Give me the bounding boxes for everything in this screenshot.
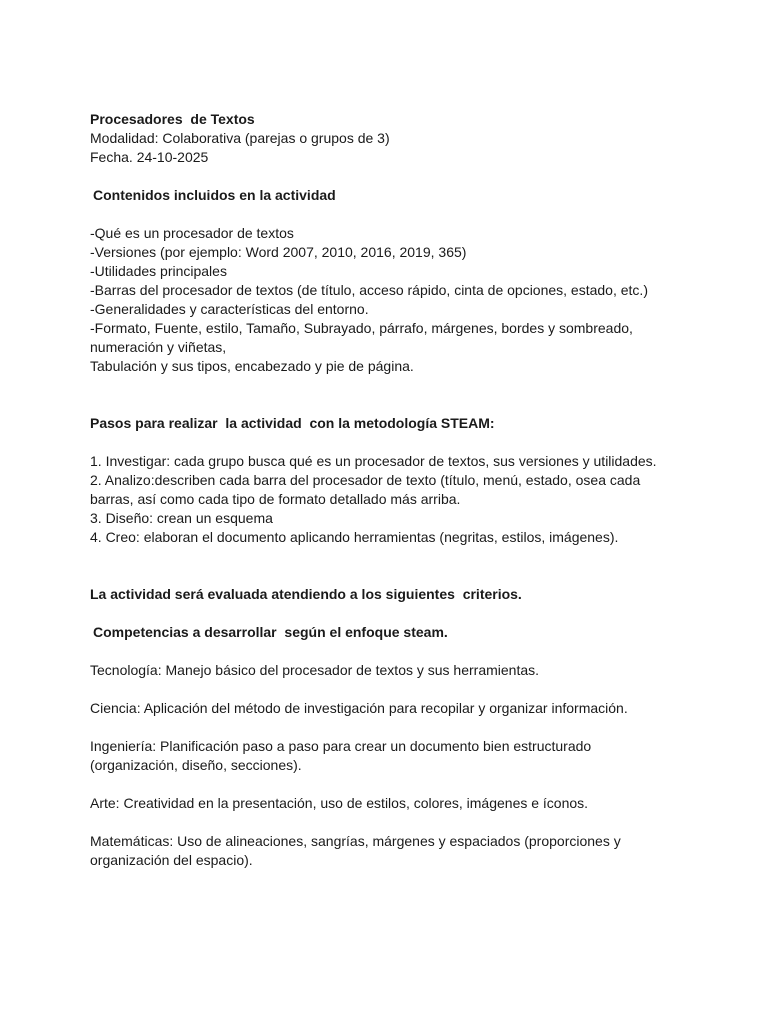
modalidad-line: Modalidad: Colaborativa (parejas o grupos de 3) [90, 130, 390, 146]
list-item: -Versiones (por ejemplo: Word 2007, 2010, 2016, 2019, 365) [90, 244, 467, 260]
competencia-tecnologia: Tecnología: Manejo básico del procesador de textos y sus herramientas. [90, 662, 540, 678]
list-item: -Generalidades y características del entorno. [90, 301, 369, 317]
list-item: -Utilidades principales [90, 263, 227, 279]
pasos-list [90, 452, 680, 547]
spacer [90, 642, 680, 661]
contenidos-heading: Contenidos incluidos en la actividad [93, 187, 336, 203]
spacer [90, 205, 680, 224]
spacer [90, 680, 680, 699]
spacer [90, 433, 680, 452]
list-item: -Formato, Fuente, estilo, Tamaño, Subrayado, párrafo, márgenes, bordes y sombreado, numeración y viñetas, [90, 320, 633, 355]
list-item: -Qué es un procesador de textos [90, 225, 294, 241]
list-item: 1. Investigar: cada grupo busca qué es un procesador de textos, sus versiones y utilidades. [90, 453, 657, 469]
spacer [90, 547, 680, 585]
spacer [90, 604, 680, 623]
competencia-ciencia: Ciencia: Aplicación del método de investigación para recopilar y organizar información. [90, 700, 628, 716]
list-item: -Barras del procesador de textos (de título, acceso rápido, cinta de opciones, estado, etc.) [90, 282, 648, 298]
competencia-matematicas: Matemáticas: Uso de alineaciones, sangrías, márgenes y espaciados (proporciones y organización del espacio). [90, 833, 621, 868]
spacer [90, 376, 680, 414]
spacer [90, 813, 680, 832]
list-item: 3. Diseño: crean un esquema [90, 510, 273, 526]
list-item: 4. Creo: elaboran el documento aplicando herramientas (negritas, estilos, imágenes). [90, 529, 619, 545]
contenidos-list [90, 224, 680, 376]
document-body [90, 110, 680, 870]
spacer [90, 775, 680, 794]
competencia-ingenieria: Ingeniería: Planificación paso a paso para crear un documento bien estructurado (organización, diseño, secciones). [90, 738, 592, 773]
spacer [90, 718, 680, 737]
competencias-heading: Competencias a desarrollar según el enfoque steam. [93, 624, 448, 640]
fecha-line: Fecha. 24-10-2025 [90, 149, 209, 165]
competencia-arte: Arte: Creatividad en la presentación, uso de estilos, colores, imágenes e íconos. [90, 795, 589, 811]
spacer [90, 167, 680, 186]
evaluacion-heading: La actividad será evaluada atendiendo a los siguientes criterios. [90, 586, 522, 602]
list-item: 2. Analizo:describen cada barra del procesador de texto (título, menú, estado, osea cada barras, así como cada tipo de formato detallado más arriba. [90, 472, 641, 507]
list-item: Tabulación y sus tipos, encabezado y pie de página. [90, 358, 414, 374]
document-title: Procesadores de Textos [90, 111, 255, 127]
pasos-heading: Pasos para realizar la actividad con la metodología STEAM: [90, 415, 495, 431]
